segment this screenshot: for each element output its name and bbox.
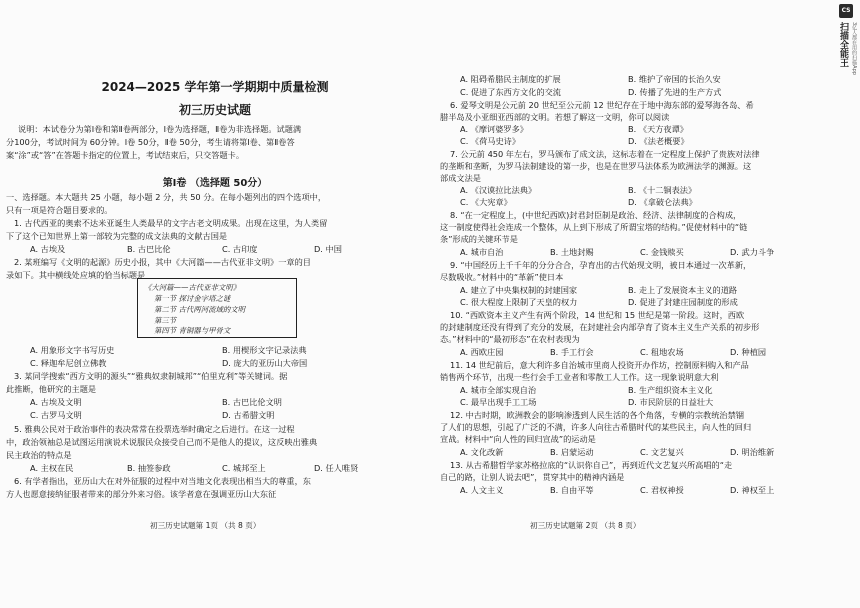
question-line: 录如下。其中横线处应填的恰当标题是 bbox=[6, 270, 146, 280]
option: B. 古巴比伦文明 bbox=[222, 397, 282, 407]
question-line: 态。”材料中的“最初形态”在农村表现为 bbox=[440, 334, 580, 344]
option: A. 人文主义 bbox=[460, 485, 504, 495]
option: A. 古埃及文明 bbox=[30, 397, 82, 407]
question-line: 8. “在一定程度上，(中世纪西欧)封君封臣制是政治、经济、法律制度的合构成， bbox=[450, 210, 742, 220]
option: B. 抽签参政 bbox=[127, 463, 171, 473]
question-line: 宣战。材料中“向人性的回归宣战”的运动是 bbox=[440, 434, 596, 444]
option: C. 最早出现手工工场 bbox=[460, 397, 537, 407]
question-line: 方人也愿意接纳征服者带来的部分外来习俗。该学者意在强调亚历山大东征 bbox=[6, 489, 277, 499]
option: B. 走上了发展资本主义的道路 bbox=[628, 285, 738, 295]
option: A. 城市全部实现自治 bbox=[460, 385, 537, 395]
question-line: 5. 雅典公民对于政治事件的表决常常在投票选举时确定之后进行。在这一过程 bbox=[14, 424, 295, 434]
option: A. 文化改新 bbox=[460, 447, 504, 457]
option: B. 维护了帝国的长治久安 bbox=[628, 74, 721, 84]
question-line: 下了这个已知世界上第一部较为完整的成文法典的文献古国是 bbox=[6, 231, 228, 241]
question-line: 9. “中国经历上千千年的分分合合，孕育出的古代始现文明，被日本通过一次革新， bbox=[450, 260, 752, 270]
option: D. 神权至上 bbox=[730, 485, 775, 495]
question-line: 自己的路，让别人说去吧”，贯穿其中的精神内涵是 bbox=[440, 472, 625, 482]
note-line: 分100分，考试时间为 60分钟。Ⅰ卷 50分，Ⅱ卷 50分，考生请将第Ⅰ卷、第Ⅱ卷答 bbox=[6, 137, 295, 147]
option: B. 《十二铜表法》 bbox=[628, 185, 697, 195]
option: C. 《大宪章》 bbox=[460, 197, 512, 207]
question-line: 腊半岛及小亚细亚西部的文明。若想了解这一文明，你可以阅读 bbox=[440, 112, 670, 122]
question-line: 民主政治的特点是 bbox=[6, 450, 72, 460]
question-line: 此推断，他研究的主题是 bbox=[6, 384, 97, 394]
option: C. 租地农场 bbox=[640, 347, 684, 357]
option: C. 君权神授 bbox=[640, 485, 684, 495]
option: D. 《法老概要》 bbox=[628, 136, 689, 146]
question-line: 销售两个环节，出现一些行会手工业者和零散工人工作。这一现象说明意大利 bbox=[440, 372, 719, 382]
question-line: 部成文法是 bbox=[440, 173, 481, 183]
option: D. 中国 bbox=[314, 244, 342, 254]
instruction-line: 一、选择题。本大题共 25 小题，每小题 2 分，共 50 分。在每小题列出的四个选项中， bbox=[6, 192, 327, 202]
option: A. 建立了中央集权制的封建国家 bbox=[460, 285, 578, 295]
scanner-watermark bbox=[834, 0, 860, 150]
question-line: 10. “西欧资本主义产生有两个阶段，14 世纪和 15 世纪是第一阶段。这时，西欧 bbox=[450, 310, 745, 320]
section-title: 第Ⅰ卷 （选择题 50分） bbox=[162, 178, 268, 189]
option: A. 西欧庄园 bbox=[460, 347, 504, 357]
option: D. 明治维新 bbox=[730, 447, 775, 457]
option: A. 《摩诃婆罗多》 bbox=[460, 124, 528, 134]
question-line: 3. 某同学搜索“西方文明的源头”“雅典奴隶制城邦”“伯里克利”等关键词。据 bbox=[14, 371, 288, 381]
option: A. 《汉谟拉比法典》 bbox=[460, 185, 537, 195]
question-line: 13. 从古希腊哲学家苏格拉底的“认识你自己”，再到近代文艺复兴所高唱的“走 bbox=[450, 460, 733, 470]
question-line: 条”形成的关键环节是 bbox=[440, 234, 518, 244]
question-line: 6. 爱琴文明是公元前 20 世纪至公元前 12 世纪存在于地中海东部的爱琴海各岛、希 bbox=[450, 100, 754, 110]
question-line: 尽数吸收。”材料中的“革新”使日本 bbox=[440, 272, 564, 282]
box-item: 第二节 古代两河流域的文明 bbox=[154, 305, 246, 314]
question-line: 的封建制度还没有得到了充分的发展，在封建社会内部孕育了资本主义生产关系的初步形 bbox=[440, 322, 760, 332]
option: D. 种植园 bbox=[730, 347, 767, 357]
option: A. 阻碍希腊民主制度的扩展 bbox=[460, 74, 561, 84]
question-line: 这一制度使得社会连成一个整体，从上到下形成了所谓宝塔的结构。”促使材料中的“链 bbox=[440, 222, 748, 232]
option: D. 市民阶层的日益壮大 bbox=[628, 397, 714, 407]
option: B. 生产组织资本主义化 bbox=[628, 385, 713, 395]
page-footer: 初三历史试题第 1页 （共 8 页） bbox=[150, 521, 261, 530]
watermark-subtext: 3亿人都在用的扫描App bbox=[851, 22, 857, 75]
question-line: 的垄断和垄断，为罗马法制建设的第一步，也是在世罗马法体系为欧洲法学的渊源。这 bbox=[440, 161, 752, 171]
question-line: 7. 公元前 450 年左右，罗马颁布了成文法，这标志着在一定程度上保护了贵族对法律 bbox=[450, 149, 760, 159]
option: C. 文艺复兴 bbox=[640, 447, 684, 457]
question-line: 1. 古代西亚的奥索不达米亚诞生人类最早的文字古老文明成果。出现在这里，为人类留 bbox=[14, 218, 328, 228]
option: B. 用楔形文字记录法典 bbox=[222, 345, 307, 355]
question-line: 6. 有学者指出，亚历山大在对外征服的过程中对当地文化表现出相当大的尊重，东 bbox=[14, 476, 311, 486]
option: C. 古罗马文明 bbox=[30, 410, 82, 420]
question-line: 2. 某班编写《文明的起源》历史小报，其中《大河篇——古代亚非文明》一章的目 bbox=[14, 257, 311, 267]
option: C. 《荷马史诗》 bbox=[460, 136, 521, 146]
camscanner-logo-icon: CS bbox=[839, 4, 853, 18]
question-line: 11. 14 世纪前后，意大利许多自治城市里商人投资开办作坊，控制原料购入和产品 bbox=[450, 360, 749, 370]
box-heading: 《大河篇——古代亚非文明》 bbox=[144, 283, 241, 292]
option: B. 手工行会 bbox=[550, 347, 594, 357]
option: D. 武力斗争 bbox=[730, 247, 775, 257]
exam-title: 2024—2025 学年第一学期期中质量检测 bbox=[101, 80, 329, 94]
option: C. 促进了东西方文化的交流 bbox=[460, 87, 561, 97]
option: B. 自由平等 bbox=[550, 485, 594, 495]
option: A. 用象形文字书写历史 bbox=[30, 345, 115, 355]
question-line: 中，政治领袖总是试图运用演说术说服民众接受自己而不是他人的提议，这反映出雅典 bbox=[6, 437, 318, 447]
table-of-contents-box bbox=[137, 278, 297, 338]
option: C. 金钱赎买 bbox=[640, 247, 684, 257]
option: B. 土地封赐 bbox=[550, 247, 594, 257]
box-item: 第三节 bbox=[154, 316, 177, 325]
question-line: 了人们的思想，引起了广泛的不满，许多人向往古希腊时代的某些民主，向人性的回归 bbox=[440, 422, 752, 432]
option: C. 很大程度上限制了天皇的权力 bbox=[460, 297, 578, 307]
instruction-line: 只有一项是符合题目要求的。 bbox=[6, 205, 113, 215]
subject-title: 初三历史试题 bbox=[178, 103, 251, 117]
option: B. 《天方夜谭》 bbox=[628, 124, 688, 134]
option: C. 释迦牟尼创立佛教 bbox=[30, 358, 107, 368]
option: A. 城市自治 bbox=[460, 247, 504, 257]
option: D. 传播了先进的生产方式 bbox=[628, 87, 722, 97]
note-line: 说明：本试卷分为第Ⅰ卷和第Ⅱ卷两部分，Ⅰ卷为选择题，Ⅱ卷为非选择题。试题满 bbox=[18, 124, 302, 134]
option: B. 古巴比伦 bbox=[127, 244, 171, 254]
option: D. 古希腊文明 bbox=[222, 410, 275, 420]
option: B. 启蒙运动 bbox=[550, 447, 594, 457]
note-line: 案“涂”或“答”在答题卡指定的位置上，考试结束后，只交答题卡。 bbox=[6, 150, 245, 160]
watermark-app-name: 扫描全能王 bbox=[838, 22, 848, 67]
page-footer: 初三历史试题第 2页 （共 8 页） bbox=[530, 521, 641, 530]
option: C. 古印度 bbox=[222, 244, 258, 254]
right-page bbox=[438, 0, 820, 608]
option: D. 促进了封建庄园制度的形成 bbox=[628, 297, 738, 307]
option: C. 城邦至上 bbox=[222, 463, 266, 473]
option: A. 主权在民 bbox=[30, 463, 74, 473]
option: D. 庞大的亚历山大帝国 bbox=[222, 358, 308, 368]
box-item: 第四节 青铜器与甲骨文 bbox=[154, 326, 231, 335]
option: D. 任人唯贤 bbox=[314, 463, 359, 473]
question-line: 12. 中古时期，欧洲教会的影响渗透到人民生活的各个角落，专横的宗教统治禁锢 bbox=[450, 410, 744, 420]
option: D. 《拿破仑法典》 bbox=[628, 197, 697, 207]
option: A. 古埃及 bbox=[30, 244, 66, 254]
box-item: 第一节 探讨金字塔之谜 bbox=[154, 294, 231, 303]
